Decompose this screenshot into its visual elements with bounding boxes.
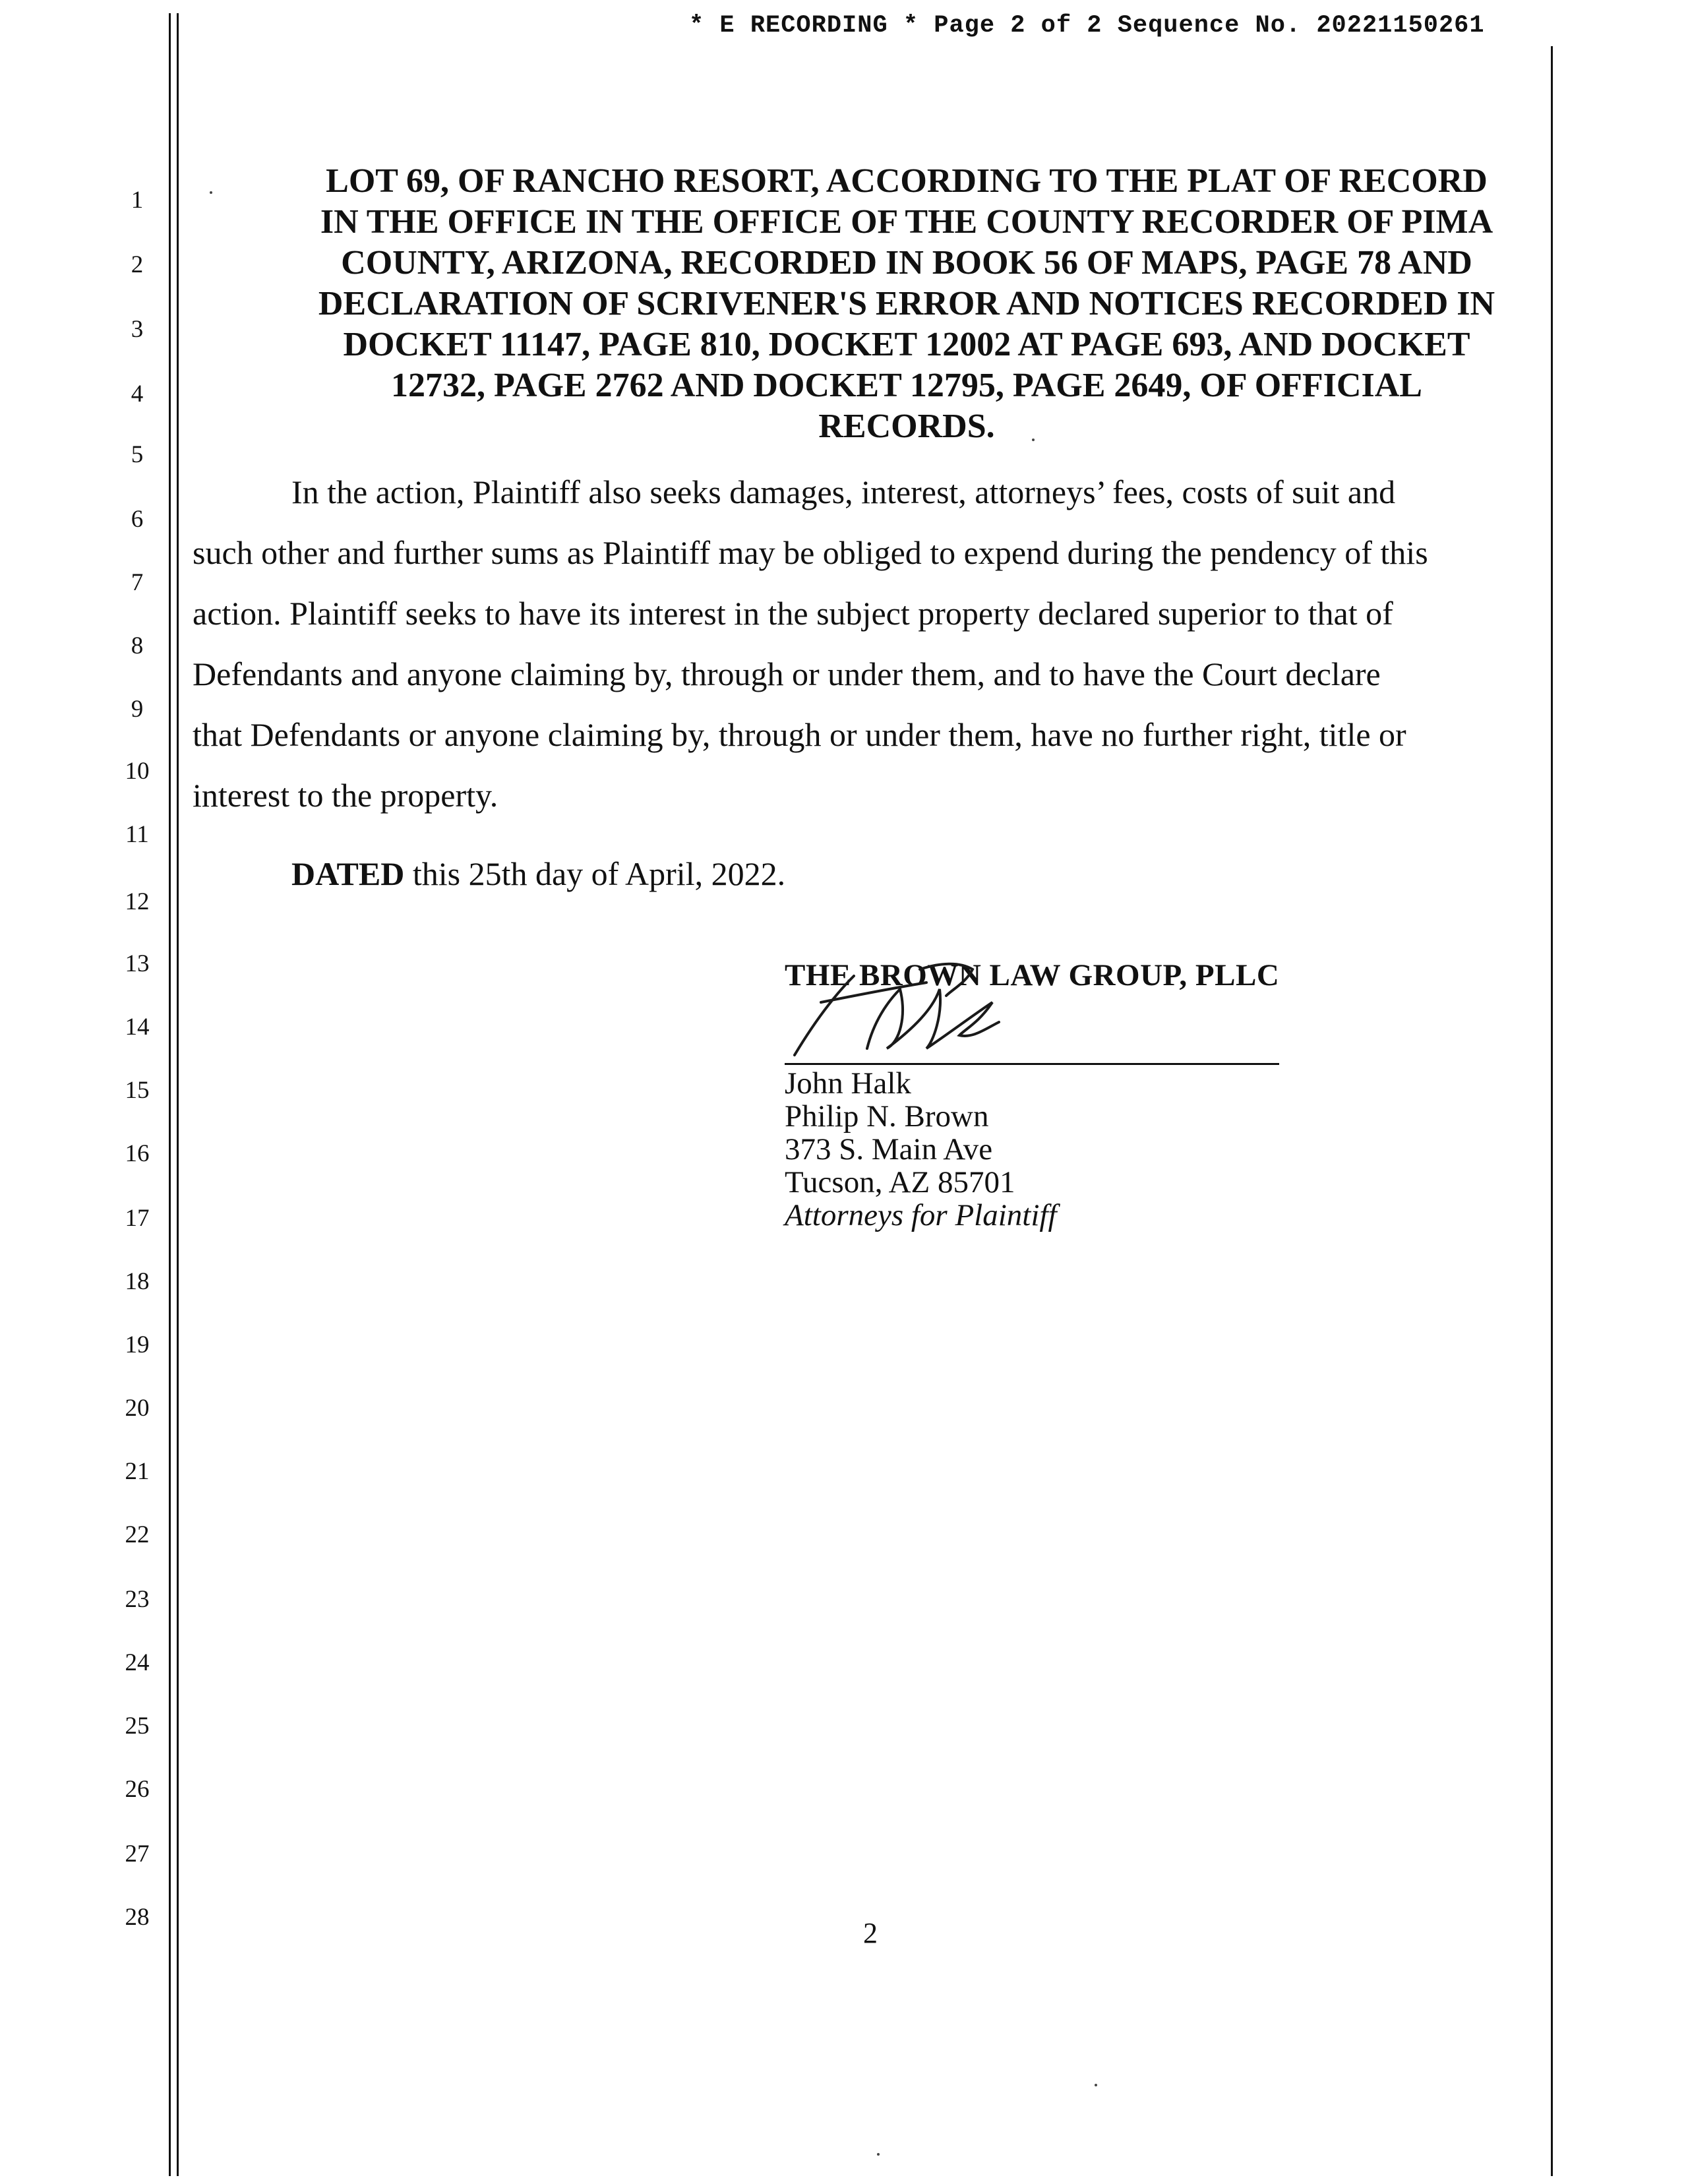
line-number: 10 [125, 758, 150, 785]
legal-description-line: DOCKET 11147, PAGE 810, DOCKET 12002 AT PAGE 693, AND DOCKET [343, 326, 1470, 363]
line-number: 27 [125, 1840, 150, 1867]
signer-block [785, 1067, 1057, 1232]
line-number: 7 [131, 569, 144, 596]
line-number: 23 [125, 1586, 150, 1613]
body-line: that Defendants or anyone claiming by, through or under them, have no further right, title or [193, 716, 1406, 753]
scan-speck [877, 2153, 880, 2156]
address-line: 373 S. Main Ave [785, 1132, 993, 1167]
body-paragraph [193, 462, 1551, 826]
scan-speck [1032, 439, 1035, 441]
line-number: 6 [131, 506, 144, 533]
line-number: 22 [125, 1521, 150, 1548]
legal-description-line: RECORDS. [818, 408, 995, 445]
line-number: 9 [131, 696, 144, 723]
legal-description-line: DECLARATION OF SCRIVENER'S ERROR AND NOTICES RECORDED IN [318, 285, 1495, 322]
line-number: 3 [131, 316, 144, 343]
scan-speck [1095, 2084, 1097, 2086]
line-number: 18 [125, 1268, 150, 1295]
page-number: 2 [863, 1917, 878, 1949]
recording-header: * E RECORDING * Page 2 of 2 Sequence No. 20221150261 [689, 12, 1485, 40]
body-line: such other and further sums as Plaintiff may be obliged to expend during the pendency of this [193, 534, 1428, 571]
body-line: interest to the property. [193, 777, 498, 814]
line-number: 1 [131, 187, 144, 214]
line-number: 24 [125, 1649, 150, 1676]
line-number: 12 [125, 888, 150, 915]
line-number: 4 [131, 380, 144, 408]
left-margin-rule-inner [177, 13, 179, 2176]
line-number: 28 [125, 1904, 150, 1931]
body-line: Defendants and anyone claiming by, through or under them, and to have the Court declare [193, 655, 1381, 692]
legal-description-line: LOT 69, OF RANCHO RESORT, ACCORDING TO THE PLAT OF RECORD [326, 162, 1488, 200]
signer-name: Philip N. Brown [785, 1099, 989, 1134]
right-margin-rule [1551, 46, 1553, 2176]
line-number: 5 [131, 441, 144, 468]
line-number: 14 [125, 1014, 150, 1041]
line-number: 13 [125, 950, 150, 977]
body-line: In the action, Plaintiff also seeks damages, interest, attorneys’ fees, costs of suit and [291, 473, 1396, 510]
legal-description [264, 161, 1550, 447]
left-margin-rule-outer [169, 13, 171, 2176]
line-number: 21 [125, 1458, 150, 1485]
dated-label: DATED [291, 855, 405, 892]
signer-role: Attorneys for Plaintiff [785, 1198, 1057, 1232]
dated-line [291, 855, 785, 893]
line-number: 26 [125, 1776, 150, 1803]
legal-description-line: COUNTY, ARIZONA, RECORDED IN BOOK 56 OF MAPS, PAGE 78 AND [341, 244, 1472, 282]
legal-description-line: IN THE OFFICE IN THE OFFICE OF THE COUNTY RECORDER OF PIMA [320, 203, 1493, 241]
line-number: 2 [131, 251, 144, 278]
signer-name: John Halk [785, 1066, 911, 1101]
dated-text: this 25th day of April, 2022. [404, 855, 786, 892]
body-line: action. Plaintiff seeks to have its interest in the subject property declared superior to that of [193, 595, 1393, 632]
line-number: 8 [131, 632, 144, 659]
line-number: 20 [125, 1395, 150, 1422]
handwritten-signature [775, 950, 1025, 1068]
line-number: 11 [125, 821, 149, 848]
address-line: Tucson, AZ 85701 [785, 1165, 1015, 1199]
signature-line [785, 1063, 1279, 1065]
line-number: 19 [125, 1331, 150, 1358]
legal-description-line: 12732, PAGE 2762 AND DOCKET 12795, PAGE 2649, OF OFFICIAL [391, 367, 1422, 404]
line-number: 25 [125, 1713, 150, 1740]
line-number: 15 [125, 1077, 150, 1104]
firm-name: THE BROWN LAW GROUP, PLLC [785, 958, 1280, 992]
line-number: 16 [125, 1140, 150, 1167]
line-number: 17 [125, 1205, 150, 1232]
scan-speck [210, 191, 212, 194]
